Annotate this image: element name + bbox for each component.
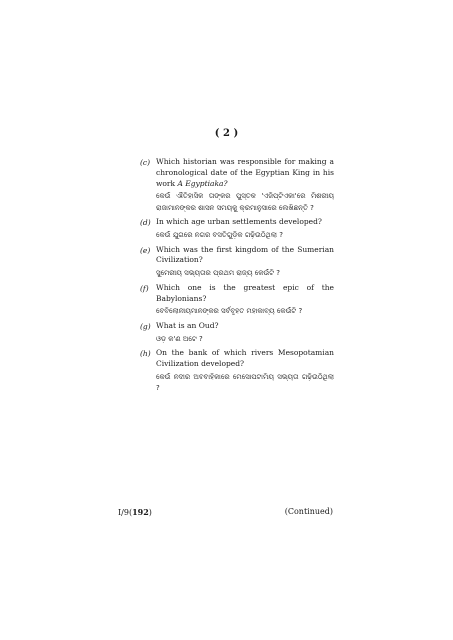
question-text-english: Which was the first kingdom of the Sumerian Civilization? xyxy=(156,244,334,265)
question-text-odia: ଓଡ଼ କ'ଣ ଅଟେ ? xyxy=(156,334,203,343)
question-f xyxy=(140,283,340,318)
question-label: (d) xyxy=(140,218,151,228)
question-text-english: Which one is the greatest epic of the Babylonians? xyxy=(156,282,334,303)
page-number: ( 2 ) xyxy=(214,128,239,139)
question-text-odia: ବେବିଲୋନୀୟମାନଙ୍କର ସର୍ବବୃହତ ମହାକାବ୍ୟ କେଉଁଟି ? xyxy=(156,307,303,316)
question-h xyxy=(140,348,340,395)
question-text-english: In which age urban settlements developed? xyxy=(156,217,322,227)
question-label: (h) xyxy=(140,349,151,359)
question-e xyxy=(140,245,340,280)
question-list xyxy=(140,157,340,395)
question-text-odia: କେଉଁ ଐତିହାସିକ ତାଙ୍କର ପୁସ୍ତକ 'ଏଜିପ୍ଟିଏକା'ରେ ମିଶରୀୟ ରାଜାମାନଙ୍କର ଶାସନ ସମୟକୁ କ୍ରମାନୁସାରେ ଲେଖିଛନ୍ତି ? xyxy=(156,192,334,212)
question-c xyxy=(140,157,340,214)
question-text-english: Which historian was responsible for making a chronological date of the Egyptian King in his work A Egyptiaka? xyxy=(156,157,334,188)
question-d xyxy=(140,217,340,241)
question-label: (g) xyxy=(140,321,151,331)
question-text-english: What is an Oud? xyxy=(156,320,219,330)
book-title: A Egyptiaka? xyxy=(177,178,228,188)
question-label: (e) xyxy=(140,245,151,255)
question-g xyxy=(140,321,340,345)
question-text-english: On the bank of which rivers Mesopotamian Civilization developed? xyxy=(156,348,334,368)
question-label: (f) xyxy=(140,283,149,293)
question-text-odia: ସୁମେରୀୟ ସଭ୍ୟତାର ପ୍ରଥମ ରାଜ୍ୟ କେଉଁଟି ? xyxy=(156,269,281,278)
continued-label: (Continued) xyxy=(284,507,333,516)
question-text-odia: କେଉଁ ନଦୀର ଅବବାହିକାରେ ମେସୋପଟାମିୟ ସଭ୍ୟତା ଗଢ଼ିଉଠିଥିଲା ? xyxy=(156,372,334,393)
question-label: (c) xyxy=(140,158,151,167)
question-text-odia: କେଉଁ ଯୁଗରେ ନଗର ବସତିଗୁଡ଼ିକ ଗଢ଼ିଉଠିଥିଲା ? xyxy=(156,231,283,240)
paper-code: I/9(192) xyxy=(118,507,152,517)
